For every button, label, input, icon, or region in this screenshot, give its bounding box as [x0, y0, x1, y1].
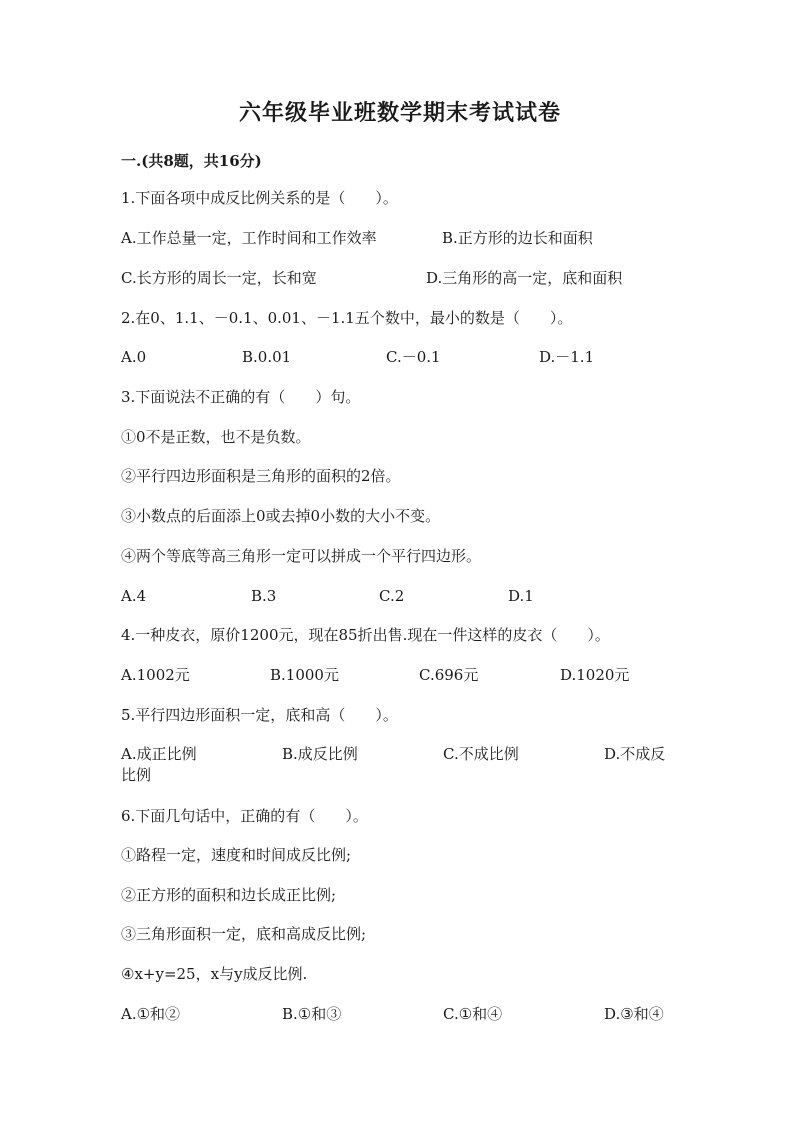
page-title: 六年级毕业班数学期末考试试卷 [238, 100, 561, 126]
question-1-option-d[interactable]: D.三角形的高一定，底和面积 [426, 269, 623, 287]
section-heading: 一.(共8题，共16分) [121, 152, 262, 170]
question-3-option-d[interactable]: D.1 [508, 587, 534, 605]
question-5-option-b[interactable]: B.成反比例 [282, 745, 358, 763]
question-1-option-c[interactable]: C.长方形的周长一定，长和宽 [121, 269, 317, 287]
question-1-option-a[interactable]: A.工作总量一定，工作时间和工作效率 [121, 229, 377, 247]
question-6-option-d[interactable]: D.③和④ [604, 1005, 664, 1023]
question-2-option-b[interactable]: B.0.01 [242, 348, 292, 366]
question-4-option-c[interactable]: C.696元 [419, 666, 479, 684]
question-2-option-c[interactable]: C.－0.1 [386, 348, 441, 366]
question-1-option-b[interactable]: B.正方形的边长和面积 [442, 229, 593, 247]
question-4-option-a[interactable]: A.1002元 [121, 666, 190, 684]
question-5-option-a[interactable]: A.成正比例 [121, 745, 197, 763]
question-5-option-c[interactable]: C.不成比例 [443, 745, 519, 763]
question-6-statement-4: ④x+y=25，x与y成反比例. [121, 965, 308, 983]
question-3-option-b[interactable]: B.3 [251, 587, 277, 605]
question-3-statement-4: ④两个等底等高三角形一定可以拼成一个平行四边形。 [121, 547, 482, 565]
question-6-option-c[interactable]: C.①和④ [443, 1005, 503, 1023]
question-5-option-d[interactable]: D.不成反 [604, 745, 666, 763]
question-6-option-a[interactable]: A.①和② [121, 1005, 181, 1023]
question-4-stem: 4.一种皮衣，原价1200元，现在85折出售.现在一件这样的皮衣（ ）。 [121, 626, 610, 644]
question-2-option-d[interactable]: D.－1.1 [539, 348, 595, 366]
question-6-statement-2: ②正方形的面积和边长成正比例; [121, 886, 337, 904]
question-3-option-c[interactable]: C.2 [379, 587, 405, 605]
question-6-option-b[interactable]: B.①和③ [282, 1005, 342, 1023]
question-3-statement-2: ②平行四边形面积是三角形的面积的2倍。 [121, 467, 401, 485]
question-3-statement-1: ①0不是正数，也不是负数。 [121, 428, 311, 446]
question-3-option-a[interactable]: A.4 [121, 587, 147, 605]
question-6-statement-1: ①路程一定，速度和时间成反比例; [121, 846, 352, 864]
question-2-stem: 2.在0、1.1、－0.1、0.01、－1.1五个数中，最小的数是（ ）。 [121, 309, 573, 327]
question-4-option-d[interactable]: D.1020元 [560, 666, 630, 684]
question-2-option-a[interactable]: A.0 [121, 348, 147, 366]
question-6-stem: 6.下面几句话中，正确的有（ ）。 [121, 807, 368, 825]
question-3-statement-3: ③小数点的后面添上0或去掉0小数的大小不变。 [121, 507, 441, 525]
question-1-stem: 1.下面各项中成反比例关系的是（ ）。 [121, 189, 398, 207]
question-4-option-b[interactable]: B.1000元 [270, 666, 339, 684]
question-3-stem: 3.下面说法不正确的有（ ）句。 [121, 388, 361, 406]
question-6-statement-3: ③三角形面积一定，底和高成反比例; [121, 925, 367, 943]
question-5-stem: 5.平行四边形面积一定，底和高（ ）。 [121, 706, 398, 724]
question-5-option-d-wrap: 比例 [121, 766, 152, 784]
